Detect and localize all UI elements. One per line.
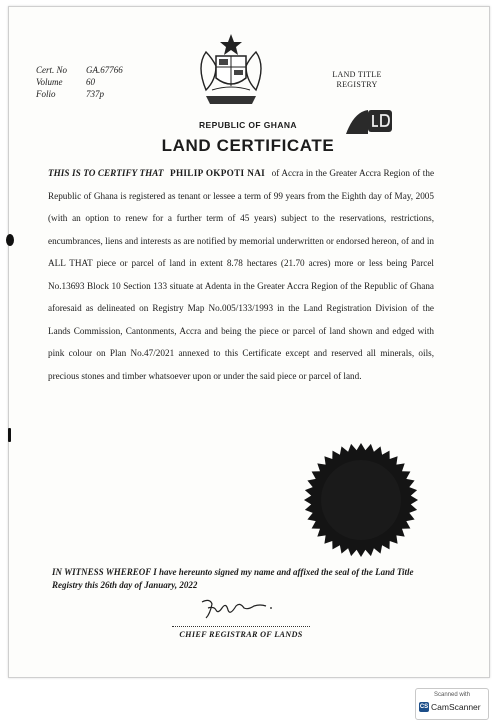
certify-lead: THIS IS TO CERTIFY THAT [48,168,164,178]
document-title: LAND CERTIFICATE [161,136,335,155]
volume-label: Volume [36,77,63,87]
scanner-watermark [415,688,489,720]
punch-hole-mark [8,428,11,442]
punch-hole-mark [6,234,14,246]
registry-label [322,70,392,90]
scanner-brand-name: CamScanner [431,702,481,712]
certificate-reference [36,64,123,100]
volume-value: 60 [86,77,95,87]
registry-seal-icon [303,442,419,558]
cert-no-value: GA.67766 [86,65,123,75]
republic-heading: REPUBLIC OF GHANA [199,120,297,130]
witness-clause: IN WITNESS WHEREOF I have hereunto signed my name and affixed the seal of the Land Title Registry this 26th day of January, 2022 [52,567,414,590]
cert-no-label: Cert. No [36,65,68,75]
registry-label-line1: LAND TITLE [332,70,382,79]
scanner-caption: Scanned with [433,692,471,698]
coat-of-arms-icon [192,32,270,112]
certificate-text: of Accra in the Greater Accra Region of the Republic of Ghana is registered as tenant or lessee a term of 99 years from the Eighth day of May, 2005 (with an option to renew for a further term of 45 years) subject to the reservations, restrictions, encumbrances, liens and interests as are notified by memorial underwritten or endorsed hereon, of and in ALL THAT piece or parcel of land in extent 8.78 hectares (21.70 acres) more or less being Parcel No.13693 Block 10 Section 133 situate at Adenta in the Greater Accra Region of the Republic of Ghana aforesaid as delineated on Registry Map No.005/133/1993 in the Land Registration Division of the Lands Commission, Cantonments, Accra and being the piece or parcel of land shown and edged with pink colour on Plan No.47/2021 annexed to this Certificate except and reserved all minerals, oils, precious stones and timber whatsoever upon or under the said piece or parcel of land. [48,168,435,381]
scanner-brand [419,702,485,712]
certificate-body [48,162,434,387]
folio-label: Folio [36,89,56,99]
registrar-signature [196,596,282,622]
folio-value: 737p [86,89,104,99]
registry-label-line2: REGISTRY [336,80,378,89]
registrar-title: CHIEF REGISTRAR OF LANDS [179,630,303,639]
camscanner-logo-icon: CS [419,704,429,710]
holder-name: PHILIP OKPOTI NAI [170,168,266,178]
signature-line [172,626,310,627]
